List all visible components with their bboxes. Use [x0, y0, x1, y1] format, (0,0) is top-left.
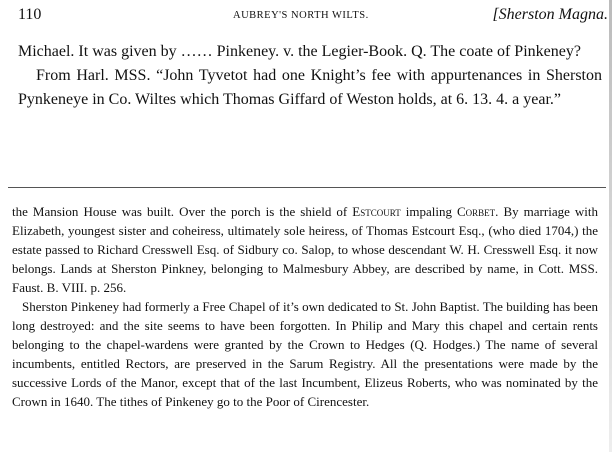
running-title: AUBREY'S NORTH WILTS. [233, 10, 369, 21]
section-reference: [Sherston Magna. [492, 6, 608, 23]
main-paragraph-1: Michael. It was given by …… Pinkeney. v. the Legier-Book. Q. The coate of Pinkeney? [18, 43, 581, 60]
main-paragraph-2: From Harl. MSS. “John Tyvetot had one Knight’s fee with appurtenances in Sherston Pynkeneye in Co. Wiltes which Thomas Giffard of Weston holds, at 6. 13. 4. a year.” [18, 67, 602, 108]
page-edge [609, 0, 612, 452]
footnote-text-b: impaling [405, 204, 452, 219]
footnote-paragraph-2: Sherston Pinkeney had formerly a Free Chapel of it’s own dedicated to St. John Baptist. The building has been long destroyed: and the site seems to have been forgotten. In Philip and Mary this chapel and certain rents belonging to the chapel-wardens were granted by the Crown to Hedges (Q. Hodges.) The name of several incumbents, entitled Rectors, are preserved in the Sarum Registry. All the presentations were made by the successive Lords of the Manor, except that of the last Incumbent, Elizeus Roberts, who was nominated by the Crown in 1640. The tithes of Pinkeney go to the Poor of Cirencester. [12, 299, 598, 409]
footnote-block [12, 202, 598, 411]
page-header [18, 4, 608, 26]
footnote-divider [8, 187, 606, 188]
footnote-paragraph-1 [12, 202, 598, 297]
footnote-name-corbet: Corbet. [457, 204, 499, 219]
footnote-text-c: By marriage with Elizabeth, youngest sister and coheiress, ultimately sole heiress, of Thomas Estcourt Esq., (who died 1704,) the estate passed to Richard Cresswell Esq. of Sidbury co. Salop, to whose descendant W. H. Cresswell Esq. it now belongs. Lands at Sherston Pinkney, belonging to Malmesbury Abbey, are described by name, in Cott. MSS. Faust. B. VIII. p. 256. [12, 204, 599, 295]
footnote-text-a: the Mansion House was built. Over the porch is the shield of [12, 204, 348, 219]
footnote-name-estcourt: Estcourt [352, 204, 401, 219]
main-text [18, 40, 602, 112]
page-number: 110 [18, 6, 42, 23]
